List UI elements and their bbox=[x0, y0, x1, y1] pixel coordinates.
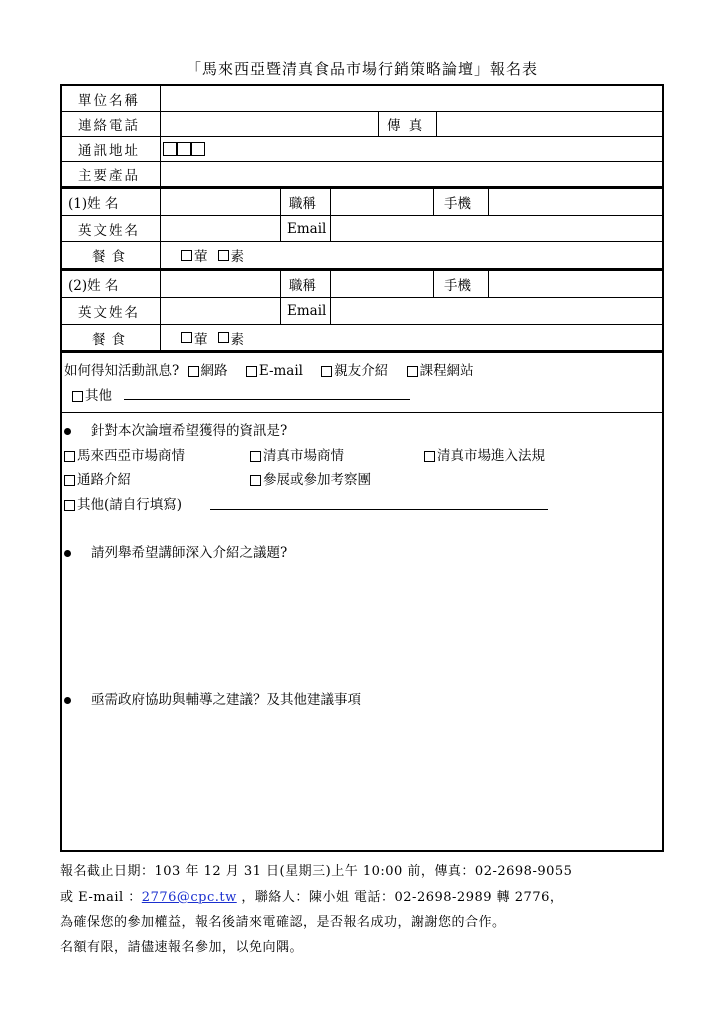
info-exhibition-label: 參展或參加考察團 bbox=[263, 472, 371, 488]
unit-row bbox=[62, 86, 662, 112]
info-other-label: 其他(請自行填寫) bbox=[77, 497, 183, 513]
person2-meat-label: 葷 bbox=[194, 331, 208, 348]
postal-code-box[interactable] bbox=[191, 142, 205, 156]
person2-meal-options bbox=[160, 325, 662, 350]
info-malaysia-market-label: 馬來西亞市場商情 bbox=[77, 448, 185, 464]
source-friend-checkbox[interactable] bbox=[321, 366, 332, 377]
person1-meal-label: 餐食 bbox=[92, 249, 131, 265]
source-course-site-checkbox[interactable] bbox=[407, 366, 418, 377]
person1-email-input[interactable] bbox=[330, 216, 662, 241]
address-input[interactable] bbox=[160, 137, 662, 161]
gov-question-text: 亟需政府協助與輔導之建議？及其他建議事項 bbox=[91, 692, 361, 708]
fax-input[interactable] bbox=[436, 112, 662, 136]
bullet-icon bbox=[64, 428, 71, 435]
person1-meat-label: 葷 bbox=[194, 249, 208, 265]
footer-contact bbox=[60, 886, 563, 905]
address-row bbox=[62, 137, 662, 162]
product-label: 主要產品 bbox=[78, 168, 140, 184]
contact-email-link[interactable]: 2776@cpc.tw bbox=[141, 890, 237, 905]
person1-title-label: 職稱 bbox=[280, 189, 330, 215]
unit-input[interactable] bbox=[160, 86, 662, 111]
person2-name-input[interactable] bbox=[160, 271, 280, 297]
info-halal-regulation-checkbox[interactable] bbox=[424, 451, 435, 462]
product-input[interactable] bbox=[160, 162, 662, 186]
person1-meal-row bbox=[62, 242, 662, 271]
info-exhibition-checkbox[interactable] bbox=[250, 475, 261, 486]
footer-deadline: 報名截止日期：103 年 12 月 31 日(星期三)上午 10:00 前，傳真：02-2698-9055 bbox=[60, 864, 573, 879]
info-option-3 bbox=[424, 444, 545, 464]
info-option-2 bbox=[250, 444, 344, 464]
bullet-icon bbox=[64, 697, 71, 704]
fax-label: 傳 真 bbox=[378, 112, 436, 136]
info-malaysia-market-checkbox[interactable] bbox=[64, 451, 75, 462]
person2-enname-input[interactable] bbox=[160, 298, 280, 324]
source-line bbox=[64, 359, 474, 379]
info-channel-checkbox[interactable] bbox=[64, 475, 75, 486]
info-other-checkbox[interactable] bbox=[64, 500, 75, 511]
gov-question bbox=[66, 688, 361, 708]
person2-veg-checkbox[interactable] bbox=[218, 332, 229, 343]
topics-question-text: 請列舉希望講師深入介紹之議題? bbox=[91, 545, 288, 561]
footer-confirm: 為確保您的參加權益，報名後請來電確認，是否報名成功，謝謝您的合作。 bbox=[60, 915, 506, 930]
source-other-input[interactable] bbox=[124, 399, 410, 400]
questions-section bbox=[62, 413, 662, 850]
person2-title-input[interactable] bbox=[330, 271, 433, 297]
product-row bbox=[62, 162, 662, 189]
person2-mobile-input[interactable] bbox=[488, 271, 662, 297]
topics-answer-area[interactable] bbox=[62, 565, 662, 685]
person2-title-label: 職稱 bbox=[280, 271, 330, 297]
person2-meal-label: 餐食 bbox=[92, 331, 131, 348]
person2-veg-label: 素 bbox=[230, 331, 244, 348]
unit-label: 單位名稱 bbox=[78, 92, 140, 109]
footer-limited: 名額有限，請儘速報名參加，以免向隅。 bbox=[60, 940, 304, 955]
info-halal-market-checkbox[interactable] bbox=[250, 451, 261, 462]
source-question: 如何得知活動訊息? bbox=[64, 363, 180, 379]
source-email-checkbox[interactable] bbox=[246, 366, 257, 377]
footer-contact-suffix: ，聯絡人：陳小姐 電話：02-2698-2989 轉 2776， bbox=[236, 890, 564, 905]
person1-mobile-label: 手機 bbox=[433, 189, 488, 215]
source-other-label: 其他 bbox=[85, 388, 112, 404]
person2-meal-row bbox=[62, 325, 662, 353]
person2-enname-row bbox=[62, 298, 662, 325]
person1-enname-row bbox=[62, 216, 662, 242]
person1-meal-options bbox=[160, 242, 662, 268]
person2-name-row bbox=[62, 271, 662, 298]
person2-name-label: (2)姓 名 bbox=[68, 278, 119, 294]
person2-mobile-label: 手機 bbox=[433, 271, 488, 297]
info-option-5 bbox=[250, 468, 371, 488]
person1-meat-checkbox[interactable] bbox=[181, 250, 192, 261]
person1-veg-checkbox[interactable] bbox=[218, 250, 229, 261]
info-halal-market-label: 清真市場商情 bbox=[263, 448, 344, 464]
person1-name-input[interactable] bbox=[160, 189, 280, 215]
person1-veg-label: 素 bbox=[230, 249, 244, 265]
info-question bbox=[66, 419, 287, 439]
person2-enname-label: 英文姓名 bbox=[78, 305, 140, 321]
info-question-text: 針對本次論壇希望獲得的資訊是? bbox=[91, 423, 288, 439]
person2-email-input[interactable] bbox=[330, 298, 662, 324]
info-option-1 bbox=[64, 444, 185, 464]
phone-input[interactable] bbox=[160, 112, 378, 136]
person1-name-row bbox=[62, 189, 662, 216]
info-channel-label: 通路介紹 bbox=[77, 472, 131, 488]
source-section bbox=[62, 353, 662, 413]
source-email-label: E-mail bbox=[258, 363, 303, 379]
person2-meat-checkbox[interactable] bbox=[181, 332, 192, 343]
address-label: 通訊地址 bbox=[78, 143, 140, 159]
person1-name-label: (1)姓 名 bbox=[68, 196, 119, 212]
person1-title-input[interactable] bbox=[330, 189, 433, 215]
footer-email-prefix: 或 E-mail ： bbox=[60, 890, 142, 905]
source-friend-label: 親友介紹 bbox=[334, 363, 389, 379]
phone-label: 連絡電話 bbox=[78, 118, 140, 134]
info-option-4 bbox=[64, 468, 131, 488]
registration-form bbox=[60, 84, 664, 852]
info-other-line bbox=[64, 493, 182, 513]
source-course-site-label: 課程網站 bbox=[419, 363, 474, 379]
postal-code-box[interactable] bbox=[163, 142, 177, 156]
person1-mobile-input[interactable] bbox=[488, 189, 662, 215]
source-web-checkbox[interactable] bbox=[188, 366, 199, 377]
topics-question bbox=[66, 541, 287, 561]
bullet-icon bbox=[64, 550, 71, 557]
phone-row bbox=[62, 112, 662, 137]
source-other-checkbox[interactable] bbox=[72, 391, 83, 402]
source-web-label: 網路 bbox=[200, 363, 228, 379]
info-other-input[interactable] bbox=[210, 509, 548, 510]
postal-code-box[interactable] bbox=[177, 142, 191, 156]
gov-answer-area[interactable] bbox=[62, 713, 662, 843]
info-halal-regulation-label: 清真市場進入法規 bbox=[437, 448, 545, 464]
person2-email-label: Email bbox=[280, 298, 330, 324]
form-title: 「馬來西亞暨清真食品市場行銷策略論壇」報名表 bbox=[185, 60, 538, 78]
person1-email-label: Email bbox=[280, 216, 330, 241]
source-other-line bbox=[72, 384, 112, 404]
person1-enname-input[interactable] bbox=[160, 216, 280, 241]
person1-enname-label: 英文姓名 bbox=[78, 222, 140, 239]
